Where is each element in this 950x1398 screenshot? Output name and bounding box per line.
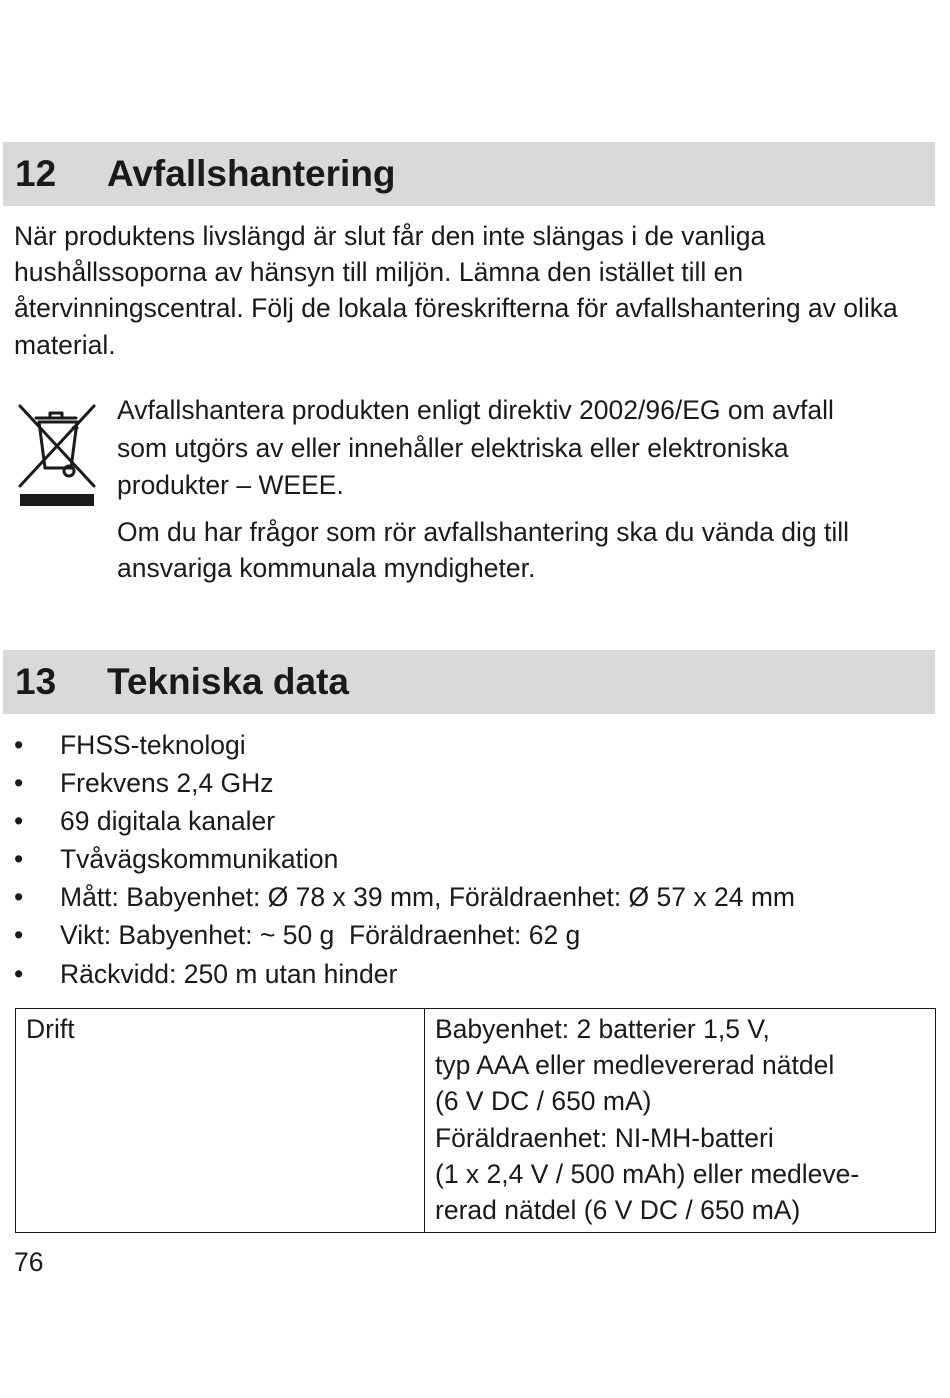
section-13-number: 13 [15, 661, 57, 702]
table-label-cell: Drift [16, 1009, 425, 1233]
disposal-intro-paragraph: När produktens livslängd är slut får den inte slängas i de vanliga hushållssoporna av hänsyn till miljön. Lämna den istället till en återvinningscentral. Följ de lokala föreskrifterna för avfallshantering av olika material. [14, 221, 898, 360]
weee-directive-text [117, 392, 947, 505]
table-value-cell [425, 1009, 936, 1233]
section-13-title: Tekniska data [107, 661, 349, 702]
list-item [14, 726, 795, 764]
power-supply-table [15, 1008, 936, 1233]
list-item [14, 878, 795, 916]
value-line: rerad nätdel (6 V DC / 650 mA) [435, 1195, 801, 1226]
section-12-title: Avfallshantering [107, 153, 396, 194]
list-item [14, 802, 795, 840]
spec-text: Räckvidd: 250 m utan hinder [60, 958, 398, 989]
spec-text: Tvåvägskommunikation [60, 844, 339, 875]
value-line: (6 V DC / 650 mA) [435, 1086, 652, 1117]
section-12-number: 12 [15, 153, 57, 194]
crossed-out-wheelie-bin-icon [14, 398, 100, 510]
spec-text: Mått: Babyenhet: Ø 78 x 39 mm, Föräldraenhet: Ø 57 x 24 mm [60, 882, 795, 913]
spec-text: Frekvens 2,4 GHz [60, 768, 274, 799]
bullet: • [14, 882, 24, 913]
list-item [14, 764, 795, 802]
bullet: • [14, 844, 24, 875]
section-12-header [3, 142, 935, 206]
bullet: • [14, 920, 24, 951]
bullet: • [14, 730, 24, 760]
list-item [14, 916, 795, 954]
weee-line: produkter – WEEE. [117, 470, 344, 500]
section-13-header [3, 650, 935, 714]
page-number: 76 [14, 1247, 44, 1277]
value-line: Babyenhet: 2 batterier 1,5 V, [435, 1014, 770, 1044]
table-row [16, 1009, 936, 1233]
weee-line: som utgörs av eller innehåller elektriska eller elektroniska [117, 432, 789, 463]
technical-specs-list [14, 726, 795, 993]
spec-text: Vikt: Babyenhet: ~ 50 g Föräldraenhet: 62 g [60, 920, 581, 951]
value-line: (1 x 2,4 V / 500 mAh) eller medleve- [435, 1158, 860, 1189]
spec-text: FHSS-teknologi [60, 730, 246, 760]
list-item [14, 955, 795, 993]
bullet: • [14, 958, 24, 989]
contact-authorities-paragraph: Om du har frågor som rör avfallshantering ska du vända dig till ansvariga kommunala myndigheter. [117, 517, 850, 584]
value-line: typ AAA eller medlevererad nätdel [435, 1050, 835, 1081]
bullet: • [14, 806, 24, 837]
list-item [14, 840, 795, 878]
bullet: • [14, 768, 24, 799]
spec-text: 69 digitala kanaler [60, 806, 276, 837]
value-line: Föräldraenhet: NI-MH-batteri [435, 1122, 774, 1153]
weee-line: Avfallshantera produkten enligt direktiv 2002/96/EG om avfall [117, 395, 834, 425]
